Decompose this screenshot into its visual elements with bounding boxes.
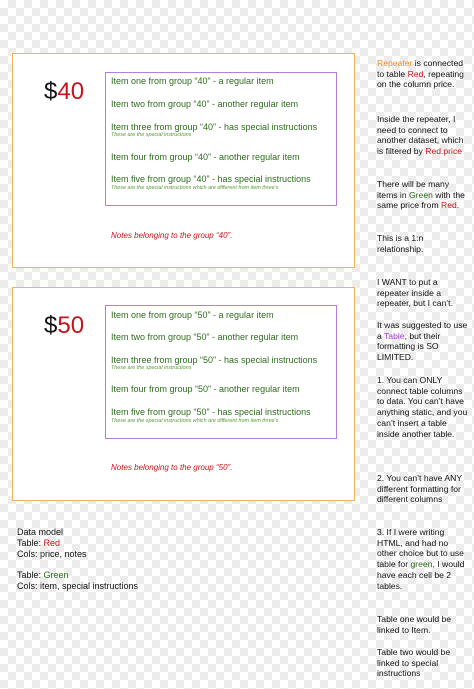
group-price	[44, 312, 84, 340]
side-note-want: I WANT to put a repeater inside a repeater, but I can’t.	[377, 277, 453, 309]
side-note-repeater: Repeater is connected to table Red, repeating on the column price.	[377, 58, 464, 90]
group-container-40[interactable]	[12, 53, 355, 268]
red-price-keyword: Red.price	[425, 146, 463, 157]
special-instructions: These are the special instructions	[111, 132, 192, 138]
group-container-50[interactable]	[12, 287, 355, 501]
side-note-relationship: This is a 1:n relationship.	[377, 233, 424, 254]
side-note-point-3: 3. If I were writing HTML, and had no other choice but to use table for green, I would have each cell be 2 tables.	[377, 527, 465, 591]
list-item: Item four from group “50” - another regular item	[111, 384, 300, 394]
side-note-table-one: Table one would be linked to Item.	[377, 614, 452, 635]
red-keyword: Red	[407, 68, 424, 79]
table-name-green: Green	[43, 570, 69, 580]
table-name-red: Red	[43, 538, 61, 548]
data-model-table1: Table: Red	[17, 538, 61, 548]
data-model-title: Data model	[17, 527, 64, 537]
list-item: Item five from group “50” - has special instructions	[111, 407, 311, 417]
list-item: Item two from group “50” - another regular item	[111, 332, 299, 342]
special-instructions: These are the special instructions	[111, 365, 192, 371]
side-note-filter: Inside the repeater, I need to connect to another dataset, which is filtered by Red.price	[377, 114, 464, 157]
green-keyword: green	[410, 559, 433, 570]
side-note-table-two: Table two would be linked to special instructions	[377, 647, 451, 679]
side-note-items: There will be many items in Green with the same price from Red.	[377, 179, 465, 211]
currency-symbol: $	[44, 312, 58, 339]
list-item: Item one from group “50” - a regular item	[111, 310, 274, 320]
list-item: Item three from group “50” - has special instructions	[111, 355, 318, 365]
group-price	[44, 78, 84, 106]
items-repeater[interactable]	[105, 72, 337, 206]
list-item: Item five from group “40” - has special instructions	[111, 174, 311, 184]
special-instructions: These are the special instructions which are different from item three’s	[111, 185, 279, 191]
data-model-table2-cols: Cols: item, special instructions	[17, 581, 139, 591]
special-instructions: These are the special instructions which are different from item three’s	[111, 418, 279, 424]
table-keyword: Table	[384, 330, 405, 341]
price-value: 50	[57, 312, 85, 339]
data-model-table1-cols: Cols: price, notes	[17, 549, 87, 559]
side-note-point-2: 2. You can’t have ANY different formatting for different columns	[377, 473, 462, 505]
price-value: 40	[57, 78, 85, 105]
items-repeater[interactable]	[105, 305, 337, 439]
repeater-keyword: Repeater	[377, 58, 413, 68]
side-note-table: It was suggested to use a Table, but their formatting is SO LIMITED.	[377, 320, 468, 363]
red-keyword: Red	[441, 200, 457, 211]
green-keyword: Green	[409, 189, 433, 200]
group-notes: Notes belonging to the group “50”.	[111, 463, 233, 472]
side-note-point-1: 1. You can ONLY connect table columns to data. You can’t have anything static, and you can’t insert a table inside another table.	[377, 375, 468, 439]
list-item: Item four from group “40” - another regular item	[111, 152, 300, 162]
data-model-table2: Table: Green	[17, 570, 69, 580]
group-notes: Notes belonging to the group “40”.	[111, 231, 233, 240]
list-item: Item two from group “40” - another regular item	[111, 99, 299, 109]
currency-symbol: $	[44, 78, 58, 105]
list-item: Item three from group “40” - has special instructions	[111, 122, 318, 132]
list-item: Item one from group “40” - a regular item	[111, 76, 274, 86]
